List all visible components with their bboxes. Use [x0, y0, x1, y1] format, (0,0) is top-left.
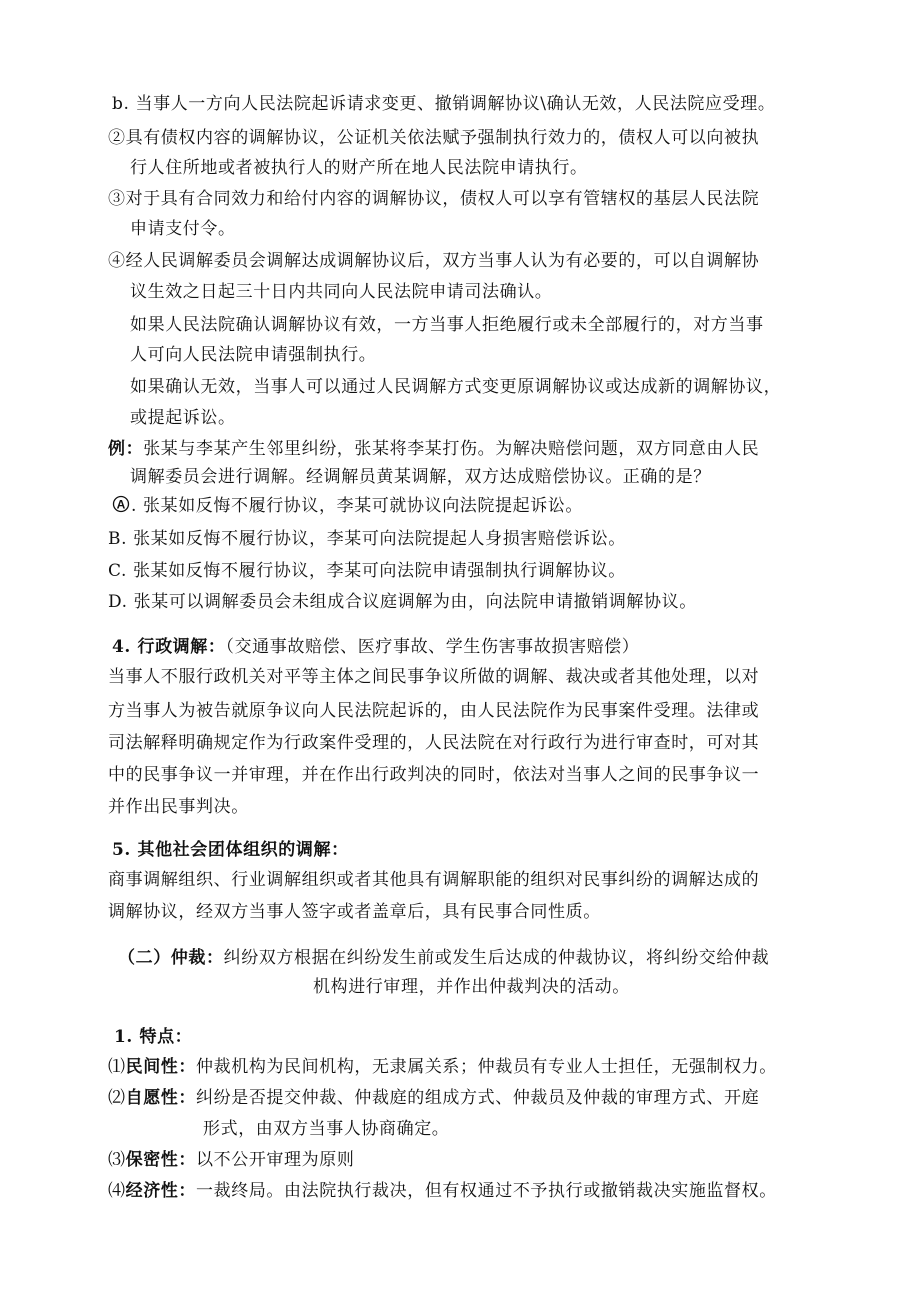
arbitration-title: （二）仲裁： [118, 948, 224, 968]
item-3-line-1: ③对于具有合同效力和给付内容的调解协议，债权人可以享有管辖权的基层人民法院 [108, 189, 760, 209]
section-4-title: 4. 行政调解： [112, 637, 226, 657]
option-d: D. 张某可以调解委员会未组成合议庭调解为由，向法院申请撤销调解协议。 [108, 592, 697, 612]
arbitration-definition-cont: 机构进行审理，并作出仲裁判决的活动。 [313, 977, 630, 997]
section-4-para-5: 并作出民事判决。 [108, 797, 249, 817]
feature-2-cont: 形式，由双方当事人协商确定。 [203, 1119, 450, 1139]
feature-3-title: 保密性： [125, 1150, 197, 1170]
line-b-clause: b. 当事人一方向人民法院起诉请求变更、撤销调解协议\确认无效，人民法院应受理。 [112, 94, 776, 114]
section-4-para-3: 司法解释明确规定作为行政案件受理的，人民法院在对行政行为进行审查时，可对其 [108, 733, 760, 753]
section-4-para-1: 当事人不服行政机关对平等主体之间民事争议所做的调解、裁决或者其他处理，以对 [108, 667, 760, 687]
example-line-1 [108, 437, 759, 461]
feature-2-title: 自愿性： [125, 1088, 197, 1108]
option-a: . 张某如反悔不履行协议，李某可就协议向法院提起诉讼。 [131, 496, 584, 516]
feature-4-number: ⑷ [108, 1181, 126, 1201]
section-4-note: （交通事故赔偿、医疗事故、学生伤害事故损害赔偿） [225, 637, 640, 657]
feature-2-number: ⑵ [108, 1088, 126, 1108]
example-text: 张某与李某产生邻里纠纷，张某将李某打伤。为解决赔偿问题，双方同意由人民 [143, 439, 760, 459]
section-5-heading: 5. 其他社会团体组织的调解： [112, 840, 349, 860]
example-line-2: 调解委员会进行调解。经调解员黄某调解，双方达成赔偿协议。正确的是？ [130, 467, 711, 487]
feature-3 [108, 1148, 354, 1172]
section-4-para-4: 中的民事争议一并审理，并在作出行政判决的同时，依法对当事人之间的民事争议一 [108, 765, 760, 785]
feature-3-text: 以不公开审理为原则 [196, 1150, 355, 1170]
feature-1-number: ⑴ [108, 1057, 126, 1077]
item-4-valid-line-1: 如果人民法院确认调解协议有效，一方当事人拒绝履行或未全部履行的，对方当事 [130, 315, 764, 335]
feature-1-text: 仲裁机构为民间机构，无隶属关系；仲裁员有专业人士担任，无强制权力。 [196, 1057, 777, 1077]
arbitration-definition: 纠纷双方根据在纠纷发生前或发生后达成的仲裁协议，将纠纷交给仲裁 [223, 948, 770, 968]
section-4-heading [112, 635, 639, 659]
item-4-line-1: ④经人民调解委员会调解达成调解协议后，双方当事人认为有必要的，可以自调解协 [108, 251, 760, 271]
feature-1 [108, 1055, 777, 1079]
item-4-invalid-line-2: 或提起诉讼。 [130, 408, 236, 428]
item-2-line-2: 行人住所地或者被执行人的财产所在地人民法院申请执行。 [130, 158, 588, 178]
item-4-valid-line-2: 人可向人民法院申请强制执行。 [130, 345, 377, 365]
section-5-para-1: 商事调解组织、行业调解组织或者其他具有调解职能的组织对民事纠纷的调解达成的 [108, 870, 760, 890]
feature-4-title: 经济性： [125, 1181, 197, 1201]
section-5-para-2: 调解协议，经双方当事人签字或者盖章后，具有民事合同性质。 [108, 902, 601, 922]
features-heading: 1. 特点： [114, 1027, 193, 1047]
item-4-line-2: 议生效之日起三十日内共同向人民法院申请司法确认。 [130, 282, 553, 302]
feature-4 [108, 1179, 777, 1203]
section-4-para-2: 方当事人为被告就原争议向人民法院起诉的，由人民法院作为民事案件受理。法律或 [108, 701, 760, 721]
feature-4-text: 一裁终局。由法院执行裁决，但有权通过不予执行或撤销裁决实施监督权。 [196, 1181, 777, 1201]
feature-3-number: ⑶ [108, 1150, 126, 1170]
circled-option-badge-icon [112, 494, 130, 514]
option-b: B. 张某如反悔不履行协议，李某可向法院提起人身损害赔偿诉讼。 [108, 529, 626, 549]
feature-2 [108, 1086, 759, 1110]
example-label: 例： [108, 439, 144, 459]
item-3-line-2: 申请支付令。 [130, 219, 236, 239]
feature-1-title: 民间性： [125, 1057, 197, 1077]
item-4-invalid-line-1: 如果确认无效，当事人可以通过人民调解方式变更原调解协议或达成新的调解协议， [130, 377, 782, 397]
svg-text:A: A [116, 497, 126, 512]
arbitration-heading [118, 946, 769, 970]
option-c: C. 张某如反悔不履行协议，李某可向法院申请强制执行调解协议。 [108, 561, 626, 581]
feature-2-text: 纠纷是否提交仲裁、仲裁庭的组成方式、仲裁员及仲裁的审理方式、开庭 [196, 1088, 760, 1108]
item-2-line-1: ②具有债权内容的调解协议，公证机关依法赋予强制执行效力的，债权人可以向被执 [108, 128, 760, 148]
